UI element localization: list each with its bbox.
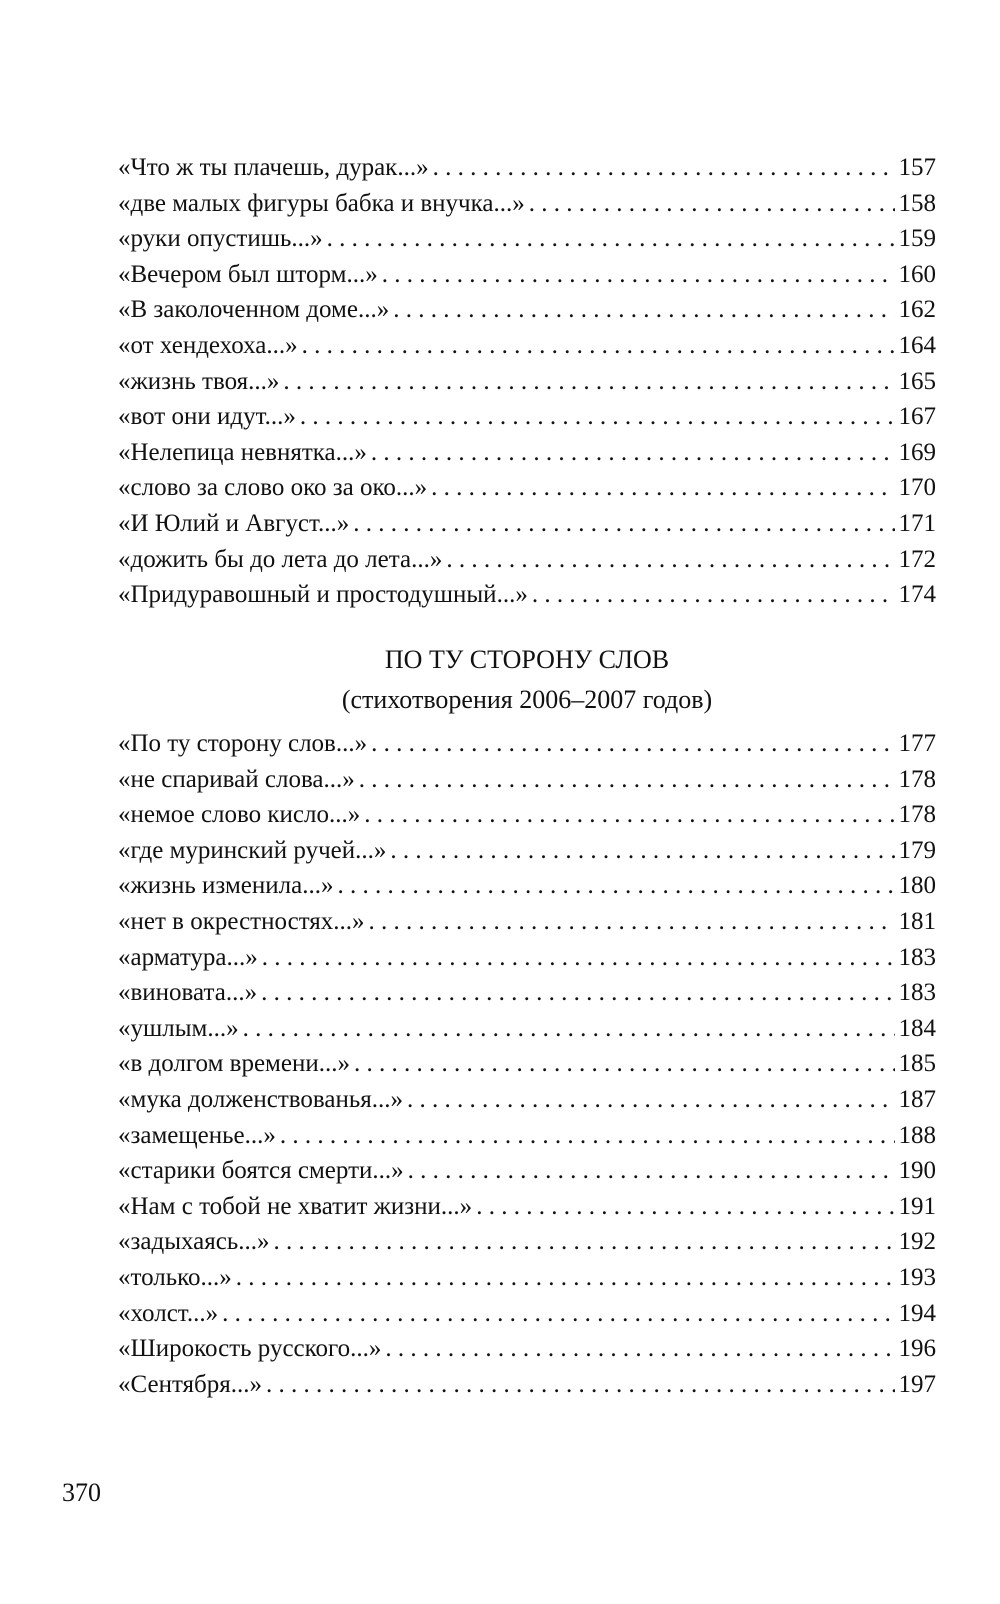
toc-entry-title: «старики боятся смерти...» [118, 1157, 404, 1185]
toc-entry-title: «Нам с тобой не хватит жизни...» [118, 1192, 473, 1220]
toc-entry-title: «Нелепица невнятка...» [118, 438, 367, 466]
toc-entry-title: «Что ж ты плачешь, дурак...» [118, 154, 429, 181]
dot-leader [431, 470, 894, 506]
dot-leader [371, 726, 894, 762]
toc-entry-page: 187 [898, 1085, 936, 1113]
dot-leader [385, 1331, 894, 1367]
toc-entry [118, 470, 936, 506]
toc-entry-title: «И Юлий и Август...» [118, 509, 350, 537]
dot-leader [529, 186, 895, 222]
toc-entry-page: 158 [898, 189, 936, 217]
page-number: 370 [62, 1478, 101, 1507]
toc-entry-title: «ушлым...» [118, 1014, 239, 1042]
toc-entry [118, 762, 936, 798]
dot-leader [274, 1224, 895, 1260]
dot-leader [283, 364, 894, 400]
toc-entry-title: «Сентября...» [118, 1370, 263, 1398]
toc-entry-page: 188 [898, 1121, 936, 1149]
toc-entry-page: 192 [898, 1228, 936, 1256]
toc-entry-page: 170 [898, 474, 936, 502]
dot-leader [369, 904, 895, 940]
toc-entry [118, 1367, 936, 1403]
toc-entry [118, 797, 936, 833]
dot-leader [433, 150, 895, 186]
dot-leader [353, 506, 894, 542]
toc-entry-page: 172 [898, 545, 936, 573]
toc-entry [118, 1260, 936, 1296]
toc-entry [118, 975, 936, 1011]
dot-leader [266, 1367, 894, 1403]
section-subtitle: (стихотворения 2006–2007 годов) [341, 685, 713, 714]
toc-entry-page: 185 [898, 1050, 936, 1078]
dot-leader [382, 257, 895, 293]
toc-entry-title: «руки опустишь...» [118, 225, 323, 253]
toc-entry [118, 1153, 936, 1189]
toc-entry-page: 174 [898, 581, 936, 609]
toc-entry [118, 577, 936, 613]
toc-entry [118, 1046, 936, 1082]
toc-entry-page: 167 [898, 403, 936, 431]
toc-entry-page: 177 [898, 730, 936, 757]
toc-entry [118, 257, 936, 293]
toc-entry-page: 197 [898, 1370, 936, 1398]
toc-entry-title: «не спаривай слова...» [118, 765, 355, 793]
toc-entry-page: 180 [898, 872, 936, 900]
toc-entry-page: 157 [898, 154, 936, 181]
toc-entry-title: «мука долженствованья...» [118, 1085, 403, 1113]
toc-entry-page: 194 [898, 1299, 936, 1327]
dot-leader [364, 797, 894, 833]
toc-entry-title: «жизнь твоя...» [118, 367, 280, 395]
toc-entry [118, 1189, 936, 1225]
toc-entry [118, 542, 936, 578]
dot-leader [359, 762, 895, 798]
toc-entry [118, 328, 936, 364]
toc-entry [118, 1224, 936, 1260]
toc-entry-page: 193 [898, 1263, 936, 1291]
dot-leader [446, 542, 894, 578]
toc-entry-title: «холст...» [118, 1299, 219, 1327]
dot-leader [236, 1260, 895, 1296]
toc-entry [118, 1011, 936, 1047]
toc-entry-title: «Широкость русского...» [118, 1335, 382, 1363]
toc-entry-page: 178 [898, 765, 936, 793]
toc-entry [118, 726, 936, 762]
toc-entry [118, 292, 936, 328]
toc-entry [118, 435, 936, 471]
toc-entry [118, 1118, 936, 1154]
dot-leader [476, 1189, 894, 1225]
toc-entry-title: «замещенье...» [118, 1121, 276, 1149]
toc-entry [118, 221, 936, 257]
toc-entry-title: «В заколоченном доме...» [118, 296, 390, 324]
toc-entry-title: «жизнь изменила...» [118, 872, 334, 900]
toc-entry-page: 184 [898, 1014, 936, 1042]
dot-leader [243, 1011, 895, 1047]
dot-leader [280, 1118, 895, 1154]
toc-entry-page: 171 [898, 509, 936, 537]
toc-entry [118, 833, 936, 869]
toc-entry-page: 183 [898, 943, 936, 971]
toc-entry-title: «нет в окрестностях...» [118, 907, 365, 935]
toc-entry-page: 178 [898, 801, 936, 829]
toc-entry-page: 160 [898, 260, 936, 288]
toc-entry-page: 159 [898, 225, 936, 253]
toc-entry-title: «дожить бы до лета до лета...» [118, 545, 443, 573]
dot-leader [408, 1153, 895, 1189]
toc-entry [118, 150, 936, 186]
toc-entry-title: «виновата...» [118, 979, 258, 1007]
toc-entry-page: 196 [898, 1335, 936, 1363]
toc-entry [118, 399, 936, 435]
dot-leader [354, 1046, 895, 1082]
dot-leader [337, 868, 894, 904]
toc-entry-title: «только...» [118, 1263, 232, 1291]
dot-leader [300, 399, 895, 435]
toc-entry-title: «слово за слово око за око...» [118, 474, 428, 502]
toc-entry-title: «от хендехоха...» [118, 331, 298, 359]
toc-entry [118, 868, 936, 904]
dot-leader [327, 221, 895, 257]
dot-leader [302, 328, 895, 364]
toc-entry-page: 162 [898, 296, 936, 324]
dot-leader [371, 435, 895, 471]
toc-entry-title: «в долгом времени...» [118, 1050, 350, 1078]
toc-entry-title: «Вечером был шторм...» [118, 260, 378, 288]
toc-entry-page: 164 [898, 331, 936, 359]
toc-list-part1 [118, 150, 936, 613]
toc-entry-page: 183 [898, 979, 936, 1007]
dot-leader [407, 1082, 895, 1118]
section-heading [118, 640, 936, 720]
toc-entry [118, 1296, 936, 1332]
toc-entry [118, 940, 936, 976]
toc-entry-page: 165 [898, 367, 936, 395]
toc-entry [118, 904, 936, 940]
toc-entry-title: «вот они идут...» [118, 403, 296, 431]
toc-entry-title: «две малых фигуры бабка и внучка...» [118, 189, 525, 217]
toc-entry [118, 364, 936, 400]
toc-entry-title: «немое слово кисло...» [118, 801, 361, 829]
dot-leader [261, 975, 894, 1011]
toc-entry [118, 1331, 936, 1367]
toc-entry-title: «где муринский ручей...» [118, 836, 387, 864]
toc-entry [118, 186, 936, 222]
dot-leader [262, 940, 895, 976]
toc-entry-title: «арматура...» [118, 943, 258, 971]
toc-entry-title: «Придуравошный и простодушный...» [118, 581, 528, 609]
dot-leader [222, 1296, 894, 1332]
toc-entry-page: 181 [898, 907, 936, 935]
toc-entry-page: 179 [898, 836, 936, 864]
toc-entry-title: «По ту сторону слов...» [118, 730, 368, 757]
dot-leader [393, 292, 894, 328]
toc-entry-page: 169 [898, 438, 936, 466]
toc-entry-page: 191 [898, 1192, 936, 1220]
section-title: ПО ТУ СТОРОНУ СЛОВ [384, 645, 670, 674]
toc-entry [118, 1082, 936, 1118]
toc-entry [118, 506, 936, 542]
dot-leader [390, 833, 894, 869]
toc-entry-page: 190 [898, 1157, 936, 1185]
toc-list-part2 [118, 726, 936, 1402]
toc-entry-title: «задыхаясь...» [118, 1228, 270, 1256]
dot-leader [532, 577, 895, 613]
